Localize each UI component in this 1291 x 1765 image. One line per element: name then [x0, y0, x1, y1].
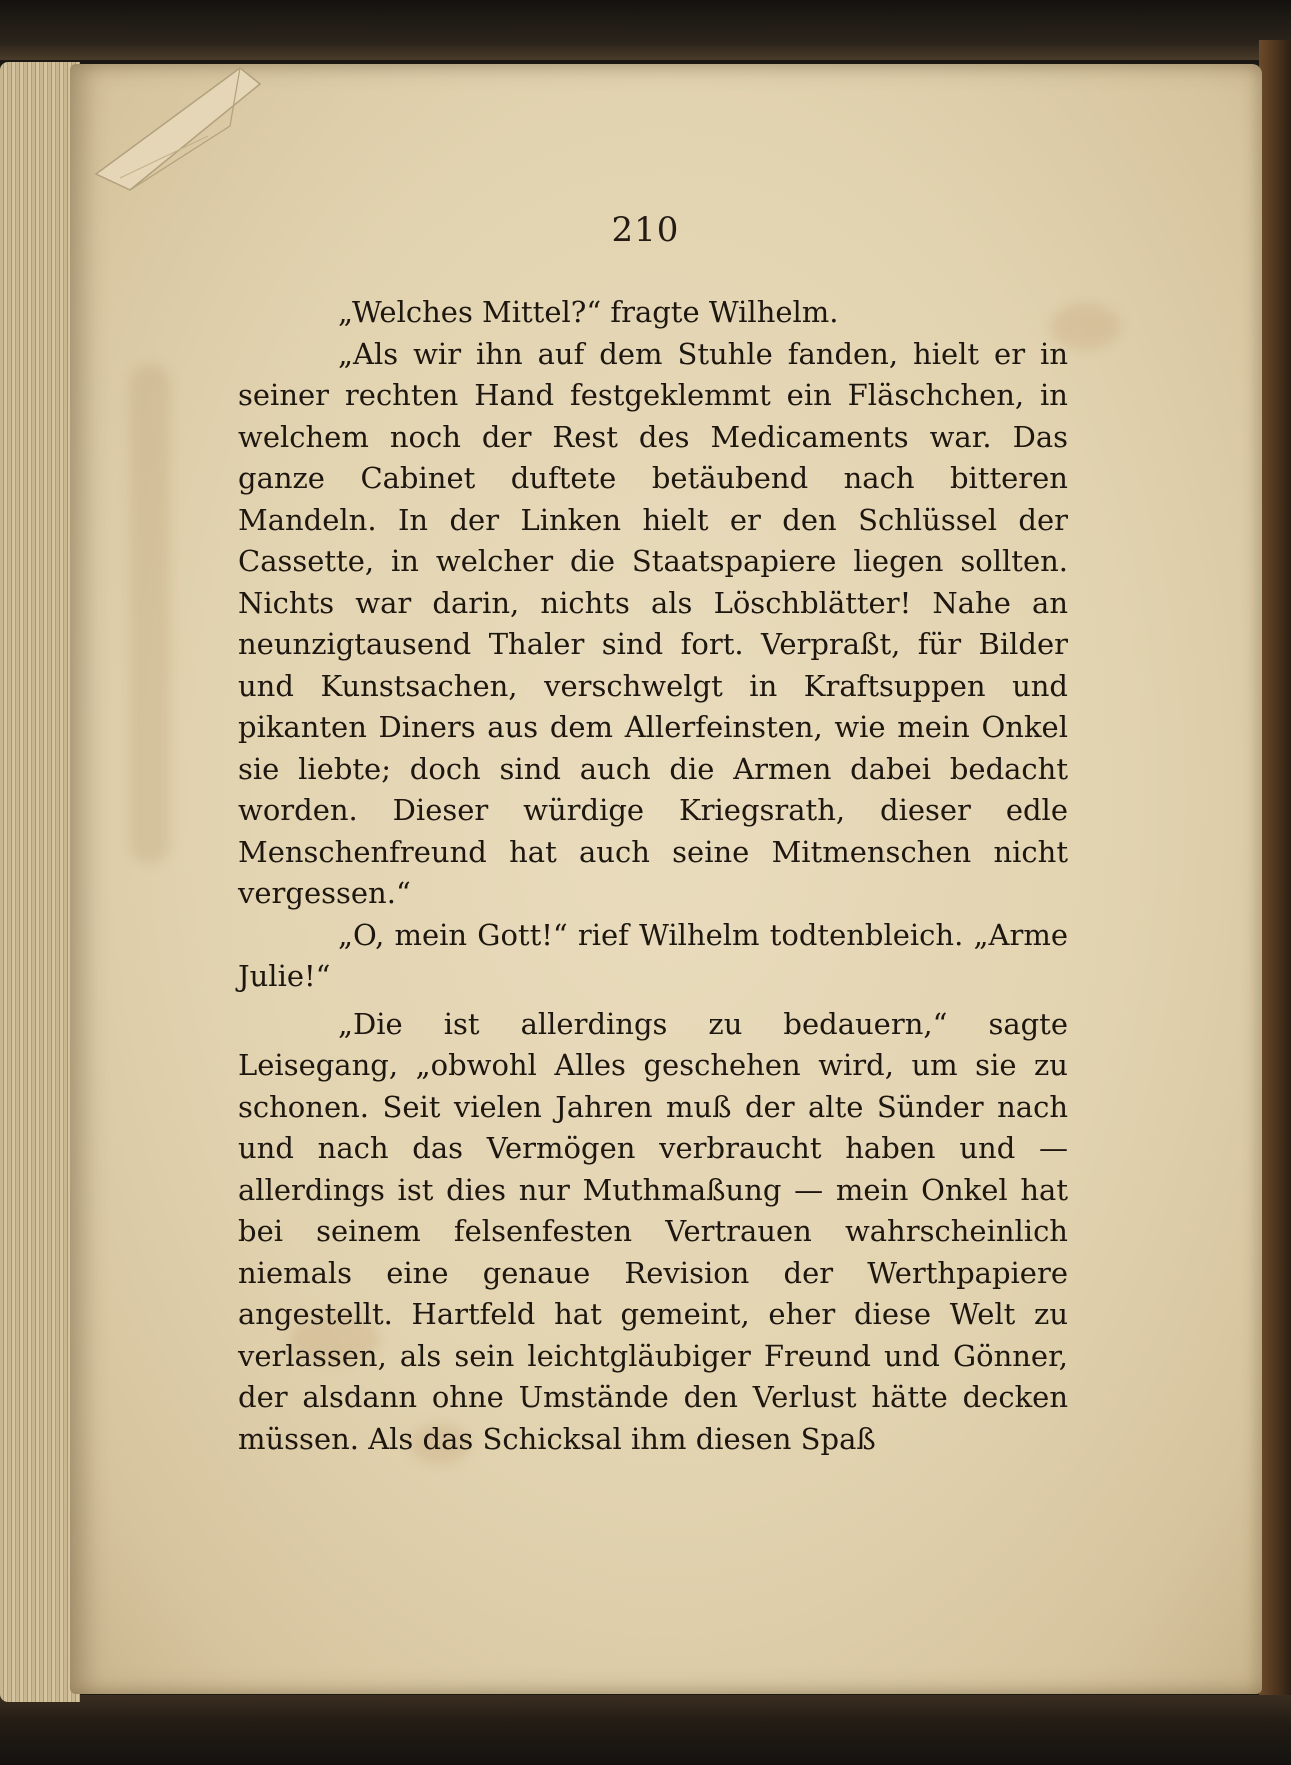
- folded-corner-mark: [90, 66, 270, 196]
- paragraph: „Welches Mittel?“ fragte Wilhelm.: [338, 295, 839, 329]
- scan-top-edge: [0, 0, 1291, 60]
- book-cover-edge: [1259, 40, 1291, 1700]
- paragraph: „Die ist allerdings zu bedauern,“ sagte Leisegang, „obwohl Alles geschehen wird, um sie zu schonen. Seit vielen Jahren muß der alte Sünder nach und nach das Vermögen verbraucht haben und — allerdings ist dies nur Muthmaßung — mein Onkel hat bei seinem felsenfesten Vertrauen wahrscheinlich niemals eine genaue Revision der Werthpapiere angestellt. Hartfeld hat gemeint, eher diese Welt zu verlassen, als sein leichtgläubiger Freund und Gönner, der alsdann ohne Umstände den Verlust hätte decken müssen. Als das Schicksal ihm diesen Spaß: [238, 1006, 1068, 1456]
- body-text: [238, 292, 1068, 1460]
- paper-stain: [130, 364, 170, 864]
- page-stack-edges: [0, 62, 80, 1702]
- page-number: 210: [611, 210, 680, 250]
- paragraph: „Als wir ihn auf dem Stuhle fanden, hielt er in seiner rechten Hand festgeklemmt ein Fläschchen, in welchem noch der Rest des Medicaments war. Das ganze Cabinet duftete betäubend nach bitteren Mandeln. In der Linken hielt er den Schlüssel der Cassette, in welcher die Staatspapiere liegen sollten. Nichts war darin, nichts als Löschblätter! Nahe an neunzigtausend Thaler sind fort. Verpraßt, für Bilder und Kunstsachen, verschwelgt in Kraftsuppen und pikanten Diners aus dem Allerfeinsten, wie mein Onkel sie liebte; doch sind auch die Armen dabei bedacht worden. Dieser würdige Kriegsrath, dieser edle Menschenfreund hat auch seine Mitmenschen nicht vergessen.“: [238, 336, 1068, 910]
- scan-bottom-edge: [0, 1695, 1291, 1765]
- paragraph: „O, mein Gott!“ rief Wilhelm todtenbleich. „Arme Julie!“: [238, 917, 1068, 993]
